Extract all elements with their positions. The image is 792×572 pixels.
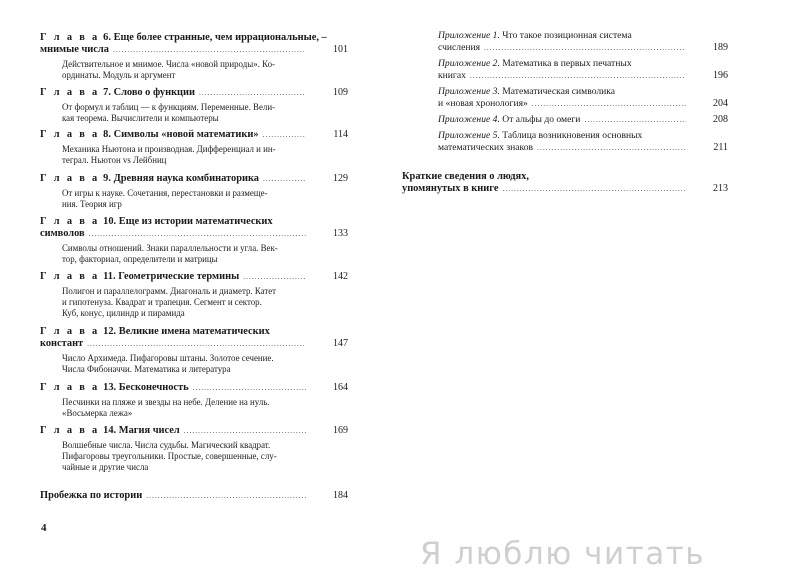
toc-heading xyxy=(40,216,348,240)
page-ref: 204 xyxy=(713,98,728,109)
appendix-title: Математическая символика xyxy=(502,86,616,97)
leader-dots xyxy=(484,42,686,54)
appendix-title-end: книгах xyxy=(438,70,466,81)
page-ref: 196 xyxy=(713,70,728,81)
appendix-title-line xyxy=(438,58,728,70)
toc-heading xyxy=(40,32,348,56)
page-ref: 133 xyxy=(333,228,348,239)
appendix-title: Математика в первых печатных xyxy=(502,58,632,69)
chapter-description xyxy=(62,144,348,166)
chapter-label: Г л а в а xyxy=(40,87,100,98)
appendix-entry-3 xyxy=(438,86,728,110)
leader-dots xyxy=(263,129,306,141)
leader-dots xyxy=(199,87,306,99)
page-ref: 129 xyxy=(333,173,348,184)
chapter-number: 6. xyxy=(103,32,111,43)
appendix-label: Приложение 3. xyxy=(438,86,500,97)
chapter-number: 9. xyxy=(103,173,111,184)
toc-title-row xyxy=(40,425,308,437)
chapter-title-text: Магия чисел xyxy=(118,425,180,436)
toc-entry-chapter-6 xyxy=(40,32,348,81)
toc-title-row xyxy=(438,98,688,110)
leader-dots xyxy=(89,228,306,240)
toc-title-row xyxy=(438,42,688,54)
watermark: Я люблю читать xyxy=(420,536,706,572)
chapter-title-text: Бесконечность xyxy=(118,382,189,393)
chapter-label: Г л а в а xyxy=(40,382,100,393)
toc-heading xyxy=(40,271,348,283)
page-ref: 142 xyxy=(333,271,348,282)
chapter-description xyxy=(62,243,348,265)
chapter-description xyxy=(62,397,348,419)
desc-line: Полигон и параллелограмм. Диагональ и диаметр. Катет xyxy=(62,286,277,296)
toc-title-row xyxy=(402,183,688,195)
leader-dots xyxy=(263,173,306,185)
people-title: Краткие сведения о людях, xyxy=(402,171,529,182)
toc-entry-chapter-10 xyxy=(40,216,348,265)
chapter-number: 13. xyxy=(103,382,117,393)
toc-title-row xyxy=(40,271,308,283)
desc-line: От игры к науке. Сочетания, перестановки и размеще- xyxy=(62,188,268,198)
chapter-label: Г л а в а xyxy=(40,129,100,140)
chapter-title xyxy=(40,425,180,437)
page-number: 4 xyxy=(41,522,47,534)
desc-line: кая теорема. Вычислители и компьютеры xyxy=(62,113,219,123)
chapter-label: Г л а в а xyxy=(40,173,100,184)
desc-line: Числа Фибоначчи. Математика и литература xyxy=(62,364,231,374)
appendix-title-line xyxy=(438,86,728,98)
leader-dots xyxy=(537,142,686,154)
chapter-title-end: констант xyxy=(40,338,84,349)
toc-title-row xyxy=(40,173,308,185)
leader-dots xyxy=(470,70,686,82)
toc-entry-chapter-14 xyxy=(40,425,348,473)
desc-line: Волшебные числа. Числа судьбы. Магический квадрат. xyxy=(62,440,271,450)
chapter-title: Еще более странные, чем иррациональные, – xyxy=(113,32,327,43)
appendix-title xyxy=(438,114,580,126)
page-ref: 213 xyxy=(713,183,728,194)
page-ref: 208 xyxy=(713,114,728,125)
toc-entry-history xyxy=(40,490,348,502)
page-ref: 211 xyxy=(713,142,728,153)
toc-heading xyxy=(40,129,348,141)
desc-line: теграл. Ньютон vs Лейбниц xyxy=(62,155,167,165)
chapter-title xyxy=(40,87,195,99)
chapter-title-end: символов xyxy=(40,228,85,239)
toc-entry-people xyxy=(402,171,728,195)
leader-dots xyxy=(193,382,306,394)
desc-line: ординаты. Модуль и аргумент xyxy=(62,70,176,80)
toc-title-row xyxy=(438,114,688,126)
desc-line: Механика Ньютона и производная. Дифференциал и ин- xyxy=(62,144,276,154)
chapter-title: Еще из истории математических xyxy=(118,216,273,227)
chapter-label: Г л а в а xyxy=(40,32,100,43)
toc-heading xyxy=(40,87,348,99)
toc-entry-chapter-13 xyxy=(40,382,348,419)
desc-line: Песчинки на пляже и звезды на небе. Деление на нуль. xyxy=(62,397,270,407)
toc-title-row xyxy=(438,70,688,82)
leader-dots xyxy=(113,44,306,56)
chapter-label: Г л а в а xyxy=(40,271,100,282)
toc-heading xyxy=(40,425,348,437)
desc-line: От формул и таблиц — к функциям. Переменные. Вели- xyxy=(62,102,276,112)
toc-heading xyxy=(40,382,348,394)
desc-line: и гипотенуза. Квадрат и трапеция. Сегмент и сектор. xyxy=(62,297,262,307)
appendix-label: Приложение 4. xyxy=(438,114,500,125)
desc-line: чайные и другие числа xyxy=(62,462,149,472)
toc-title-row xyxy=(40,382,308,394)
desc-line: Куб, конус, цилиндр и пирамида xyxy=(62,308,185,318)
chapter-description xyxy=(62,188,348,210)
toc-entry-chapter-8 xyxy=(40,129,348,166)
leader-dots xyxy=(532,98,686,110)
desc-line: тор, факториал, определители и матрицы xyxy=(62,254,218,264)
leader-dots xyxy=(243,271,306,283)
chapter-title-text: Древняя наука комбинаторика xyxy=(113,173,259,184)
page-ref: 101 xyxy=(333,44,348,55)
chapter-description xyxy=(62,102,348,124)
appendix-title: Таблица возникновения основных xyxy=(502,130,643,141)
chapter-title-text: Геометрические термины xyxy=(118,271,240,282)
desc-line: Число Архимеда. Пифагоровы штаны. Золотое сечение. xyxy=(62,353,274,363)
toc-entry-chapter-12 xyxy=(40,326,348,375)
page-ref: 189 xyxy=(713,42,728,53)
toc-title-line xyxy=(40,32,348,44)
toc-title-row xyxy=(40,87,308,99)
appendix-entry-1 xyxy=(438,30,728,54)
toc-heading xyxy=(40,326,348,350)
desc-line: Символы отношений. Знаки параллельности и угла. Век- xyxy=(62,243,278,253)
page-ref: 184 xyxy=(333,490,348,501)
desc-line: Действительное и мнимое. Числа «новой природы». Ко- xyxy=(62,59,275,69)
appendix-title-text: От альфы до омеги xyxy=(502,114,581,125)
page-ref: 164 xyxy=(333,382,348,393)
leader-dots xyxy=(502,183,686,195)
toc-title-line xyxy=(40,216,348,228)
chapter-number: 14. xyxy=(103,425,117,436)
toc-entry-chapter-9 xyxy=(40,173,348,210)
page-ref: 169 xyxy=(333,425,348,436)
desc-line: ния. Теория игр xyxy=(62,199,122,209)
chapter-number: 11. xyxy=(103,271,116,282)
chapter-label: Г л а в а xyxy=(40,216,100,227)
chapter-number: 8. xyxy=(103,129,111,140)
chapter-number: 10. xyxy=(103,216,117,227)
chapter-description xyxy=(62,59,348,81)
desc-line: «Восьмерка лежа» xyxy=(62,408,133,418)
toc-entry-chapter-7 xyxy=(40,87,348,124)
chapter-title xyxy=(40,382,189,394)
chapter-title xyxy=(40,129,259,141)
appendix-title-line xyxy=(438,30,728,42)
appendix-title: Что такое позиционная система xyxy=(502,30,632,41)
appendix-title-end: математических знаков xyxy=(438,142,534,153)
appendix-entry-2 xyxy=(438,58,728,82)
leader-dots xyxy=(146,490,306,502)
toc-heading xyxy=(40,173,348,185)
chapter-description xyxy=(62,440,348,473)
chapter-title-text: Символы «новой математики» xyxy=(113,129,259,140)
page-ref: 114 xyxy=(333,129,348,140)
toc-title-row xyxy=(40,44,308,56)
chapter-number: 7. xyxy=(103,87,111,98)
desc-line: Пифагоровы треугольники. Простые, совершенные, слу- xyxy=(62,451,277,461)
chapter-description xyxy=(62,286,348,319)
leader-dots xyxy=(87,338,306,350)
appendix-entry-5 xyxy=(438,130,728,154)
chapter-number: 12. xyxy=(103,326,117,337)
chapter-label: Г л а в а xyxy=(40,326,100,337)
appendix-label: Приложение 5. xyxy=(438,130,500,141)
toc-title-row xyxy=(438,142,688,154)
appendix-entry-4 xyxy=(438,114,728,126)
chapter-description xyxy=(62,353,348,375)
chapter-label: Г л а в а xyxy=(40,425,100,436)
toc-entry-chapter-11 xyxy=(40,271,348,319)
toc-heading xyxy=(40,490,348,502)
leader-dots xyxy=(184,425,306,437)
toc-title-row xyxy=(40,338,308,350)
toc-title-row xyxy=(40,129,308,141)
people-title-end: упомянутых в книге xyxy=(402,183,499,194)
leader-dots xyxy=(584,114,686,126)
toc-title-row xyxy=(40,490,308,502)
appendix-label: Приложение 2. xyxy=(438,58,500,69)
appendix-label: Приложение 1. xyxy=(438,30,500,41)
chapter-title-text: Слово о функции xyxy=(113,87,196,98)
chapter-title xyxy=(40,173,259,185)
toc-title-line xyxy=(40,326,348,338)
page-ref: 147 xyxy=(333,338,348,349)
history-title: Пробежка по истории xyxy=(40,490,143,501)
appendix-title-end: и «новая хронология» xyxy=(438,98,528,109)
chapter-title-end: мнимые числа xyxy=(40,44,109,55)
chapter-title xyxy=(40,271,239,283)
page-ref: 109 xyxy=(333,87,348,98)
toc-title-row xyxy=(40,228,308,240)
appendix-title-end: счисления xyxy=(438,42,481,53)
appendix-title-line xyxy=(438,130,728,142)
chapter-title: Великие имена математических xyxy=(118,326,270,337)
